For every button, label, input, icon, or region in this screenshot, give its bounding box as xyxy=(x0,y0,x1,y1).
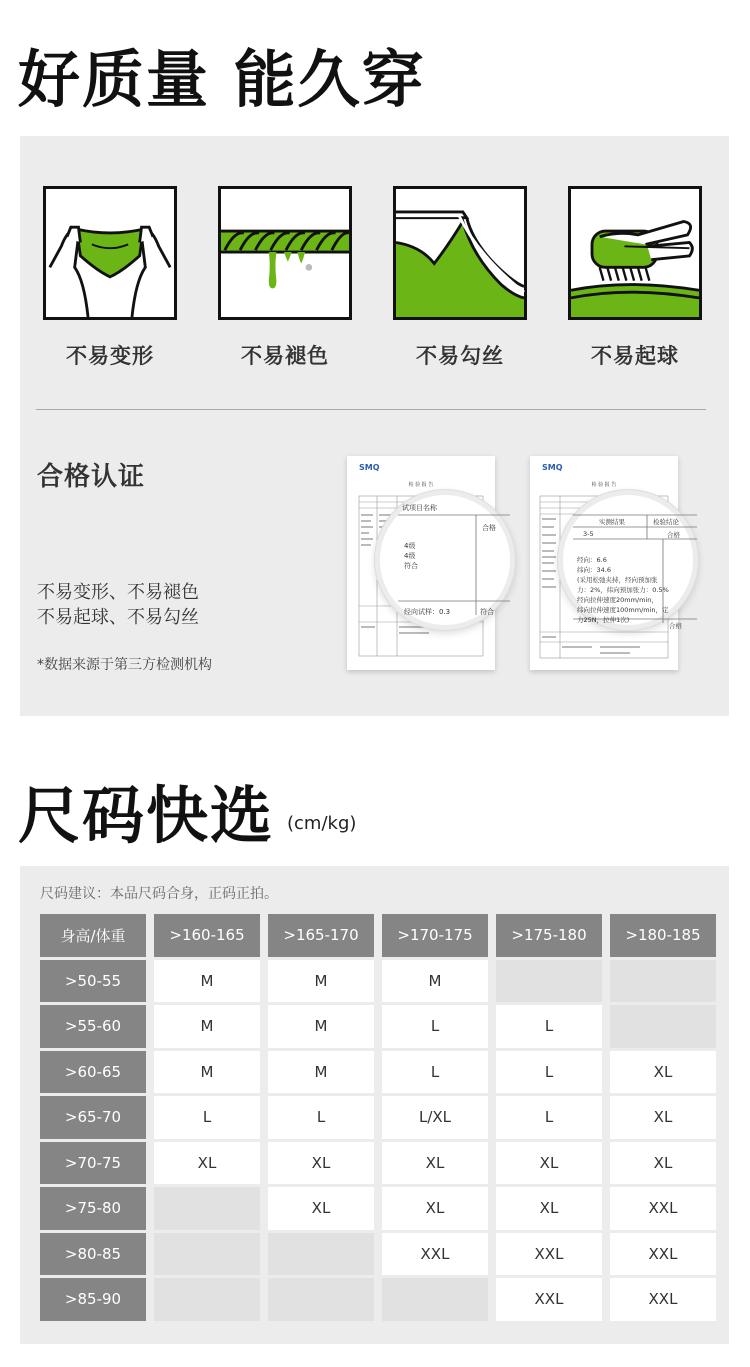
size-cell: XL xyxy=(496,1142,602,1185)
certification-description xyxy=(37,580,199,630)
size-cell-empty xyxy=(268,1278,374,1321)
size-cell-empty xyxy=(154,1278,260,1321)
size-cell: L xyxy=(496,1051,602,1094)
size-panel xyxy=(20,866,729,1344)
report-title: 检 验 报 告 xyxy=(591,482,617,488)
zoom-text: 经向：6.6 xyxy=(577,556,607,564)
size-cell: M xyxy=(154,1051,260,1094)
test-report-2 xyxy=(530,456,682,670)
size-cell: XXL xyxy=(610,1278,716,1321)
height-column-header: >165-170 xyxy=(268,914,374,957)
size-cell: L xyxy=(382,1005,488,1048)
size-cell-empty xyxy=(496,960,602,1003)
report-magnifier xyxy=(375,490,515,630)
fabric-hem-no-snag-icon xyxy=(393,186,527,320)
size-cell: L xyxy=(382,1051,488,1094)
weight-row-header: >70-75 xyxy=(40,1142,146,1185)
zoom-text: 力25N，拉伸1次) xyxy=(577,616,630,624)
feature-label: 不易勾丝 xyxy=(416,344,504,368)
zoom-text: 合格 xyxy=(482,524,496,532)
zoom-text: 符合 xyxy=(404,562,418,570)
size-cell: M xyxy=(382,960,488,1003)
size-cell: L/XL xyxy=(382,1096,488,1139)
weight-row-header: >80-85 xyxy=(40,1233,146,1276)
size-cell: XL xyxy=(610,1142,716,1185)
weight-row-header: >85-90 xyxy=(40,1278,146,1321)
zoom-text: 检验结论 xyxy=(653,518,679,526)
size-cell-empty xyxy=(382,1278,488,1321)
twisted-fabric-dripping-dye-icon xyxy=(218,186,352,320)
weight-row-header: >60-65 xyxy=(40,1051,146,1094)
zoom-text: 纬向：34.6 xyxy=(577,566,611,574)
size-cell: L xyxy=(268,1096,374,1139)
report-logo: SMQ xyxy=(542,463,563,472)
size-table xyxy=(40,914,716,1321)
size-unit: (cm/kg) xyxy=(287,813,357,834)
zoom-text: 实测结果 xyxy=(599,518,625,526)
size-cell: XXL xyxy=(496,1278,602,1321)
weight-row-header: >55-60 xyxy=(40,1005,146,1048)
feature-no-fade xyxy=(218,186,352,370)
zoom-text: 经向拉伸速度20mm/min， xyxy=(577,596,658,604)
size-cell-empty xyxy=(154,1233,260,1276)
zoom-text: 4级 xyxy=(404,542,416,550)
zoom-text: 经向试样：0.3 xyxy=(404,608,451,616)
size-cell: XXL xyxy=(610,1187,716,1230)
feature-label: 不易变形 xyxy=(66,344,154,368)
quality-panel xyxy=(20,136,729,716)
quality-heading: 好质量 能久穿 xyxy=(18,43,426,116)
size-cell: XL xyxy=(382,1142,488,1185)
divider xyxy=(36,409,706,410)
size-cell: XXL xyxy=(382,1233,488,1276)
size-cell: M xyxy=(154,1005,260,1048)
zoom-text: 试项目名称 xyxy=(402,504,437,512)
zoom-text: 4级 xyxy=(404,552,416,560)
size-cell-empty xyxy=(268,1233,374,1276)
report-magnifier xyxy=(558,490,698,630)
size-cell-empty xyxy=(154,1187,260,1230)
size-cell: XXL xyxy=(610,1233,716,1276)
height-column-header: >170-175 xyxy=(382,914,488,957)
size-cell: XXL xyxy=(496,1233,602,1276)
feature-label: 不易褪色 xyxy=(241,344,329,368)
size-cell: M xyxy=(154,960,260,1003)
size-cell: XL xyxy=(610,1096,716,1139)
feature-no-pilling xyxy=(568,186,702,370)
size-cell: L xyxy=(496,1005,602,1048)
size-cell: XL xyxy=(154,1142,260,1185)
table-corner-header: 身高/体重 xyxy=(40,914,146,957)
size-cell-empty xyxy=(610,960,716,1003)
certification-title: 合格认证 xyxy=(37,462,146,492)
size-cell: XL xyxy=(496,1187,602,1230)
hands-stretching-briefs-icon xyxy=(43,186,177,320)
size-tip: 尺码建议：本品尺码合身，正码正拍。 xyxy=(40,886,278,902)
certification-note: *数据来源于第三方检测机构 xyxy=(37,657,212,673)
size-cell: M xyxy=(268,1005,374,1048)
size-cell: XL xyxy=(268,1142,374,1185)
feature-no-snag xyxy=(393,186,527,370)
size-cell: L xyxy=(154,1096,260,1139)
zoom-text: 合格 xyxy=(669,622,682,630)
report-title: 检 验 报 告 xyxy=(408,482,434,488)
height-column-header: >180-185 xyxy=(610,914,716,957)
height-column-header: >175-180 xyxy=(496,914,602,957)
report-logo: SMQ xyxy=(359,463,380,472)
weight-row-header: >65-70 xyxy=(40,1096,146,1139)
zoom-text: 力：2%，纬向预加张力：0.5% xyxy=(577,586,669,594)
feature-label: 不易起球 xyxy=(591,344,679,368)
test-report-1 xyxy=(347,456,495,670)
zoom-text: (采用松弛夹持，经向预加张 xyxy=(577,576,658,584)
certification-desc-line: 不易变形、不易褪色 xyxy=(37,582,199,603)
zoom-text: 合格 xyxy=(667,531,680,539)
size-cell-empty xyxy=(610,1005,716,1048)
zoom-text: 纬向拉伸速度100mm/min，定 xyxy=(577,606,669,614)
size-cell: M xyxy=(268,1051,374,1094)
size-cell: M xyxy=(268,960,374,1003)
size-cell: XL xyxy=(382,1187,488,1230)
feature-no-deform xyxy=(43,186,177,370)
certification-desc-line: 不易起球、不易勾丝 xyxy=(37,607,199,628)
size-cell: L xyxy=(496,1096,602,1139)
brush-on-fabric-icon xyxy=(568,186,702,320)
zoom-text: 符合 xyxy=(480,608,494,616)
size-heading: 尺码快选 xyxy=(18,779,275,852)
size-cell: XL xyxy=(268,1187,374,1230)
weight-row-header: >50-55 xyxy=(40,960,146,1003)
zoom-text: 3-5 xyxy=(583,530,594,538)
size-cell: XL xyxy=(610,1051,716,1094)
height-column-header: >160-165 xyxy=(154,914,260,957)
weight-row-header: >75-80 xyxy=(40,1187,146,1230)
